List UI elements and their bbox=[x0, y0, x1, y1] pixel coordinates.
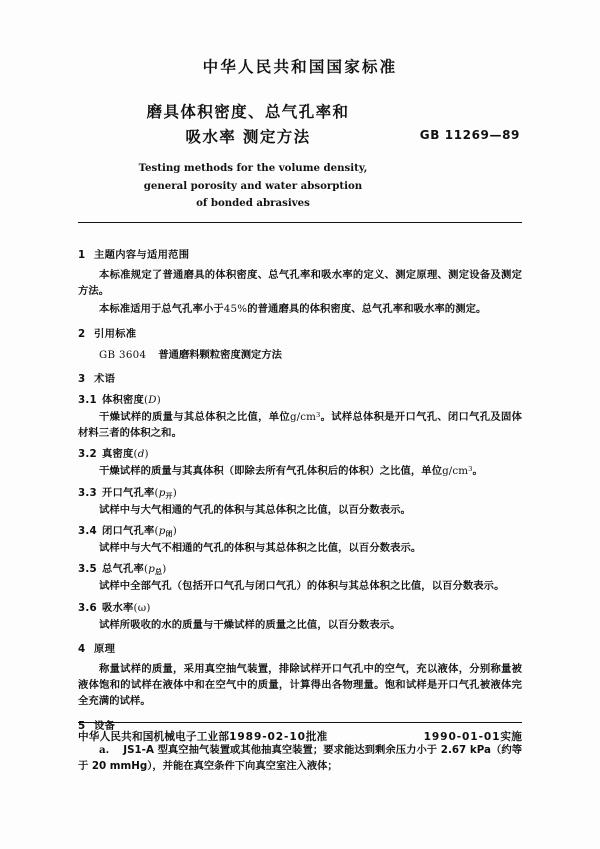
english-title-line-2: general porosity and water absorption bbox=[143, 179, 363, 192]
footer-implementation bbox=[424, 729, 522, 744]
section-number-5: 5 bbox=[78, 719, 86, 732]
section-heading-4 bbox=[78, 642, 522, 657]
term-definition-3-4: 试样中与大气不相通的气孔的体积与其总体积之比值，以百分数表示。 bbox=[99, 542, 422, 555]
section-number-3: 3 bbox=[78, 373, 86, 386]
footer-issuing-organization: 中华人民共和国机械电子工业部 bbox=[78, 731, 230, 743]
term-definition-3-1 bbox=[78, 409, 522, 442]
term-symbol-3-6: ω bbox=[137, 601, 147, 614]
header-divider-rule bbox=[78, 222, 522, 223]
term-symbol-subscript-3-4: 闭 bbox=[165, 529, 173, 538]
term-symbol-subscript-3-3: 开 bbox=[165, 491, 173, 500]
section-title-5: 设备 bbox=[94, 719, 116, 732]
paren-open-3-4: ( bbox=[154, 525, 159, 538]
subsection-number-3-6: 3.6 bbox=[78, 601, 97, 614]
term-label-3-3: 开口气孔率 bbox=[102, 486, 155, 499]
section-heading-2 bbox=[78, 327, 522, 342]
term-definition-3-5: 试样中全部气孔（包括开口气孔与闭口气孔）的体积与其总体积之比值，以百分数表示。 bbox=[99, 580, 505, 593]
referenced-standard-line bbox=[78, 347, 522, 363]
term-definition-3-6: 试样所吸收的水的质量与干燥试样的质量之比值，以百分数表示。 bbox=[99, 618, 401, 631]
unit-exponent-3-1: 3 bbox=[315, 411, 321, 420]
paren-open-3-2: ( bbox=[133, 448, 138, 461]
term-symbol-3-2: d bbox=[137, 448, 145, 461]
footer-divider-rule bbox=[78, 722, 522, 723]
term-def-3-2-b: 。 bbox=[472, 465, 483, 478]
term-def-3-1-b: 。试样总体积是开口气孔、闭口气孔及固体材料三者的体积之和。 bbox=[78, 410, 522, 440]
paren-open-3-6: ( bbox=[133, 601, 138, 614]
english-title-line-1: Testing methods for the volume density, bbox=[138, 162, 368, 174]
section-heading-1 bbox=[78, 248, 522, 263]
subsection-heading-3-1 bbox=[78, 393, 522, 408]
section-1-p2-part-b: 的普通磨具的体积密度、总气孔率和吸水率的测定。 bbox=[247, 303, 487, 316]
standard-authority-line: 中华人民共和国国家标准 bbox=[202, 58, 398, 76]
equipment-item-a-text: JS1-A 型真空抽气装置或其他抽真空装置；要求能达到剩余压力小于 2.67 kPa（约等于 20 mmHg），并能在真空条件下向真空室注入液体； bbox=[78, 743, 522, 772]
subsection-heading-3-2 bbox=[78, 447, 522, 462]
footer-implementation-action: 实施 bbox=[500, 731, 522, 743]
term-definition-3-2 bbox=[78, 463, 522, 479]
section-1-p2-part-a: 本标准适用于总气孔率小于 bbox=[99, 303, 224, 316]
section-title-2: 引用标准 bbox=[94, 327, 137, 340]
term-label-3-5: 总气孔率 bbox=[102, 563, 144, 576]
section-4-paragraph-1: 称量试样的质量，采用真空抽气装置，排除试样开口气孔中的空气，充以液体，分别称量被液体饱和的试样在液体中和在空气中的质量，计算得出各物理量。饱和试样是开口气孔被液体完全充满的试样。 bbox=[78, 662, 522, 708]
section-title-4: 原理 bbox=[94, 642, 116, 655]
document-title-line-1: 磨具体积密度、总气孔率和 bbox=[146, 103, 350, 121]
section-heading-3 bbox=[78, 372, 522, 387]
paren-open-3-1: ( bbox=[144, 394, 149, 407]
term-label-3-1: 体积密度 bbox=[102, 394, 144, 407]
equipment-item-a-marker: a. bbox=[99, 743, 110, 756]
section-title-1: 主题内容与适用范围 bbox=[94, 249, 190, 261]
subsection-heading-3-5 bbox=[78, 562, 522, 577]
term-symbol-3-1: D bbox=[148, 394, 157, 407]
document-title-chinese bbox=[78, 100, 418, 150]
section-number-1: 1 bbox=[78, 249, 86, 261]
section-number-2: 2 bbox=[78, 327, 86, 340]
paren-open-3-5: ( bbox=[144, 563, 149, 576]
footer-implementation-date: 1990-01-01 bbox=[423, 731, 501, 743]
unit-exponent-3-2: 3 bbox=[468, 465, 473, 474]
subsection-number-3-2: 3.2 bbox=[78, 448, 97, 461]
document-body bbox=[78, 248, 522, 774]
subsection-number-3-3: 3.3 bbox=[78, 486, 97, 499]
title-block bbox=[78, 100, 522, 158]
term-symbol-3-3: p bbox=[158, 486, 166, 499]
term-symbol-3-4: p bbox=[158, 525, 166, 538]
subsection-number-3-5: 3.5 bbox=[78, 563, 97, 576]
term-symbol-subscript-3-5: 总 bbox=[155, 568, 163, 577]
page-footer bbox=[78, 729, 522, 747]
section-number-4: 4 bbox=[78, 642, 86, 655]
term-def-3-1-unit bbox=[290, 411, 320, 423]
term-definition-3-3: 试样中与大气相通的气孔的体积与其总体积之比值，以百分数表示。 bbox=[99, 503, 411, 516]
subsection-heading-3-4 bbox=[78, 524, 522, 539]
paren-open-3-3: ( bbox=[154, 486, 159, 499]
section-1-p2-value: 45% bbox=[223, 303, 248, 316]
term-def-3-1-a: 干燥试样的质量与其总体积之比值，单位 bbox=[99, 410, 290, 423]
paren-close-3-4: ) bbox=[172, 525, 177, 538]
subsection-number-3-1: 3.1 bbox=[78, 394, 97, 407]
masthead bbox=[78, 58, 522, 77]
unit-text-3-1: g/cm bbox=[289, 410, 316, 423]
paren-close-3-3: ) bbox=[172, 486, 177, 499]
document-title-line-2: 吸水率 测定方法 bbox=[185, 128, 311, 147]
footer-approval-date: 1989-02-10 bbox=[229, 731, 306, 743]
paren-close-3-1: ) bbox=[156, 394, 161, 407]
subsection-number-3-4: 3.4 bbox=[78, 525, 97, 538]
subsection-heading-3-6 bbox=[78, 601, 522, 616]
term-label-3-2: 真密度 bbox=[102, 448, 134, 461]
term-symbol-3-5: p bbox=[148, 563, 156, 576]
referenced-standard-title: 普通磨料颗粒密度测定方法 bbox=[158, 348, 282, 361]
term-def-3-2-unit bbox=[442, 465, 472, 477]
english-title-line-3: of bonded abrasives bbox=[196, 197, 310, 210]
section-title-3: 术语 bbox=[94, 373, 116, 386]
term-label-3-4: 闭口气孔率 bbox=[102, 525, 155, 538]
document-title-english bbox=[78, 160, 428, 213]
referenced-standard-code: GB 3604 bbox=[99, 348, 147, 361]
paren-close-3-2: ) bbox=[144, 448, 149, 461]
subsection-heading-3-3 bbox=[78, 486, 522, 501]
term-def-3-2-a: 干燥试样的质量与其真体积（即除去所有气孔体积后的体积）之比值，单位 bbox=[99, 465, 443, 478]
paren-close-3-5: ) bbox=[162, 563, 167, 576]
footer-approval bbox=[78, 729, 327, 744]
term-label-3-6: 吸水率 bbox=[102, 601, 134, 614]
unit-text-3-2: g/cm bbox=[442, 465, 469, 478]
standard-number: GB 11269—89 bbox=[419, 128, 520, 142]
paren-close-3-6: ) bbox=[146, 601, 151, 614]
footer-approval-action: 批准 bbox=[305, 731, 328, 743]
section-1-paragraph-2 bbox=[78, 301, 522, 317]
section-1-paragraph-1: 本标准规定了普通磨具的体积密度、总气孔率和吸水率的定义、测定原理、测定设备及测定方法。 bbox=[78, 268, 522, 298]
